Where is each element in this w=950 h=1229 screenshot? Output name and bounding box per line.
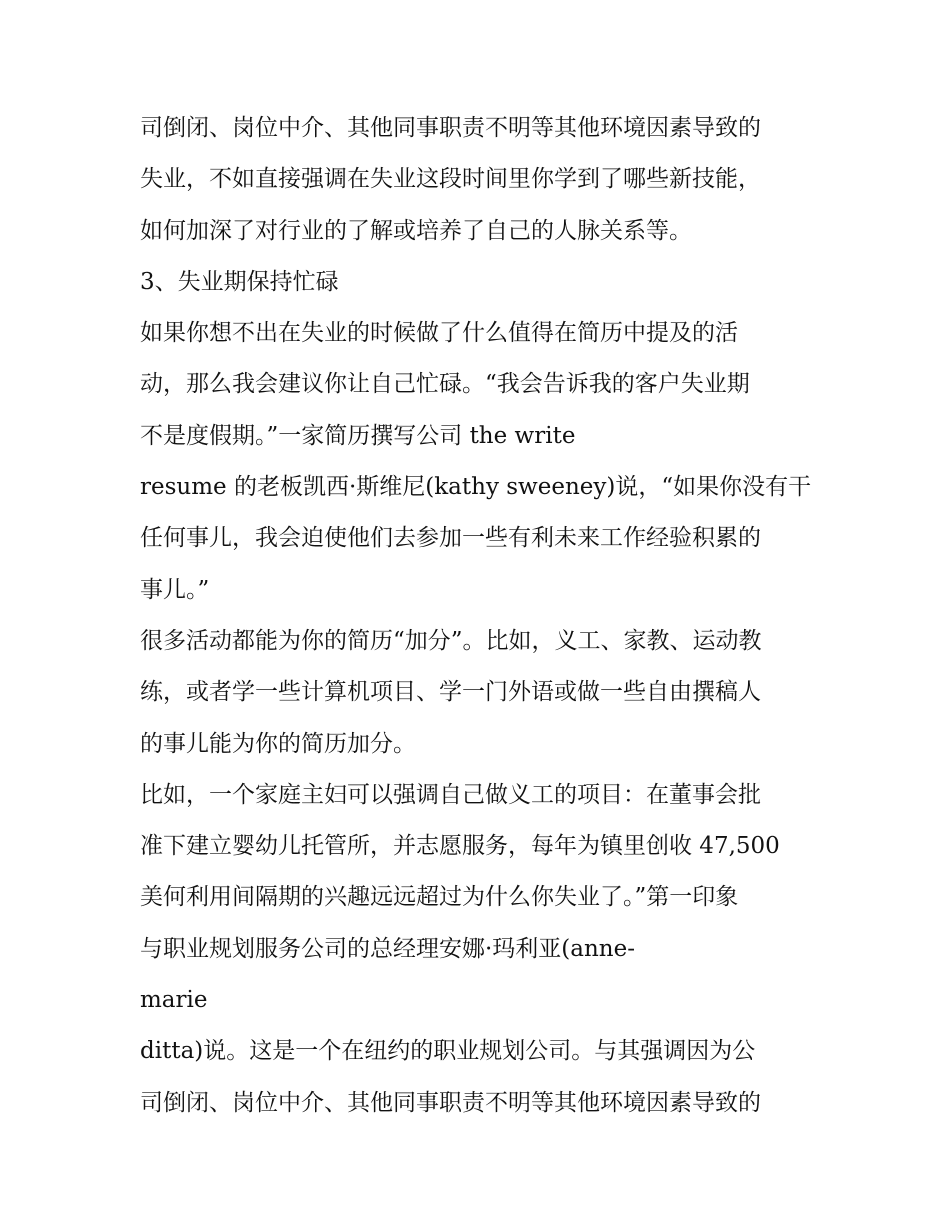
document-body (140, 103, 820, 1129)
text-line: 练，或者学一些计算机项目、学一门外语或做一些自由撰稿人 (140, 679, 761, 706)
text-line: 事儿。” (140, 576, 210, 603)
text-line: 司倒闭、岗位中介、其他同事职责不明等其他环境因素导致的 (140, 1089, 761, 1116)
text-line: 美何利用间隔期的兴趣远远超过为什么你失业了。”第一印象 (140, 884, 739, 911)
text-line: 很多活动都能为你的简历“加分”。比如，义工、家教、运动教 (140, 627, 762, 654)
text-line: 与职业规划服务公司的总经理安娜·玛利亚(anne- (140, 935, 636, 962)
text-line: marie (140, 987, 208, 1014)
text-line: 如何加深了对行业的了解或培养了自己的人脉关系等。 (140, 217, 692, 244)
text-line: ditta)说。这是一个在纽约的职业规划公司。与其强调因为公 (140, 1038, 756, 1065)
text-line: 失业，不如直接强调在失业这段时间里你学到了哪些新技能， (140, 166, 761, 193)
text-line: 动，那么我会建议你让自己忙碌。“我会告诉我的客户失业期 (140, 371, 750, 398)
text-line: 不是度假期。”一家简历撰写公司 the write (140, 422, 576, 449)
text-line: 如果你想不出在失业的时候做了什么值得在简历中提及的活 (140, 320, 738, 347)
text-line: 司倒闭、岗位中介、其他同事职责不明等其他环境因素导致的 (140, 115, 761, 141)
text-line: resume 的老板凯西·斯维尼(kathy sweeney)说，“如果你没有干 (140, 474, 812, 501)
text-line: 的事儿能为你的简历加分。 (140, 730, 416, 757)
text-line: 比如，一个家庭主妇可以强调自己做义工的项目：在董事会批 (140, 781, 761, 808)
text-line: 准下建立婴幼儿托管所，并志愿服务，每年为镇里创收 47,500 (140, 833, 780, 860)
section-heading: 3、失业期保持忙碌 (140, 268, 339, 295)
text-line: 任何事儿，我会迫使他们去参加一些有利未来工作经验积累的 (140, 525, 761, 552)
